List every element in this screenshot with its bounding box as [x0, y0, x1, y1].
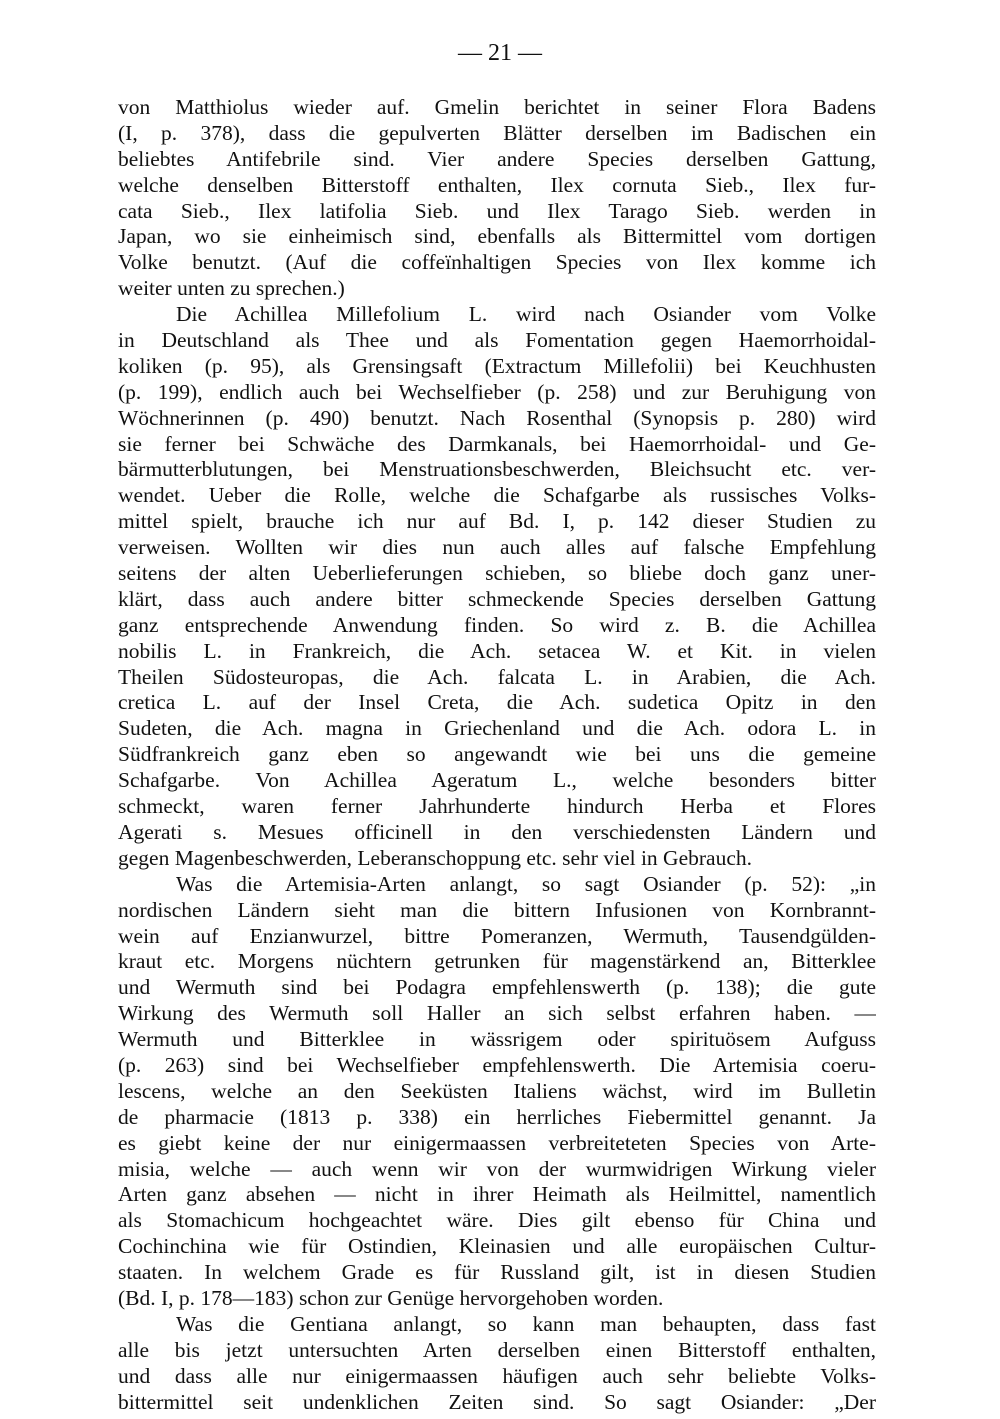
text-line: wein auf Enzianwurzel, bittre Pomeranzen, Wermuth, Tausendgülden-: [118, 923, 876, 948]
text-line: schmeckt, waren ferner Jahrhunderte hindurch Herba et Flores: [118, 794, 876, 819]
text-line: Volke benutzt. (Auf die coffeïnhaltigen Species von Ilex komme ich: [118, 250, 876, 275]
text-line: in Deutschland als Thee und als Fomentation gegen Haemorrhoidal-: [118, 328, 876, 353]
text-line: ganz entsprechende Anwendung finden. So wird z. B. die Achillea: [118, 612, 876, 637]
text-line: als Stomachicum hochgeachtet wäre. Dies gilt ebenso für China und: [118, 1208, 876, 1233]
text-line: (Bd. I, p. 178—183) schon zur Genüge hervorgehoben worden.: [118, 1285, 664, 1310]
text-line: Wöchnerinnen (p. 490) benutzt. Nach Rosenthal (Synopsis p. 280) wird: [118, 405, 876, 430]
text-line: beliebtes Antifebrile sind. Vier andere Species derselben Gattung,: [118, 146, 876, 171]
text-line: Südfrankreich ganz eben so angewandt wie bei uns die gemeine: [118, 742, 876, 767]
text-line: seitens der alten Ueberlieferungen schieben, so bliebe doch ganz uner-: [118, 561, 876, 586]
text-line: und Wermuth sind bei Podagra empfehlenswerth (p. 138); die gute: [118, 975, 876, 1000]
text-line: lescens, welche an den Seeküsten Italiens wächst, wird im Bulletin: [118, 1078, 876, 1103]
text-line: welche denselben Bitterstoff enthalten, Ilex cornuta Sieb., Ilex fur-: [118, 172, 876, 197]
text-line: Theilen Südosteuropas, die Ach. falcata L. in Arabien, die Ach.: [118, 664, 876, 689]
text-line: Japan, wo sie einheimisch sind, ebenfalls als Bittermittel vom dortigen: [118, 224, 876, 249]
text-line: misia, welche — auch wenn wir von der wurmwidrigen Wirkung vieler: [118, 1156, 876, 1181]
text-line: es giebt keine der nur einigermaassen verbreiteteten Species von Arte-: [118, 1130, 876, 1155]
text-line: staaten. In welchem Grade es für Russland gilt, ist in diesen Studien: [118, 1260, 876, 1285]
text-line: Cochinchina wie für Ostindien, Kleinasien und alle europäischen Cultur-: [118, 1234, 876, 1259]
text-line: koliken (p. 95), als Grensingsaft (Extractum Millefolii) bei Keuchhusten: [118, 353, 876, 378]
text-line: kraut etc. Morgens nüchtern getrunken für magenstärkend an, Bitterklee: [118, 949, 876, 974]
body-text: [118, 95, 876, 1415]
text-line: de pharmacie (1813 p. 338) ein herrliches Fiebermittel genannt. Ja: [118, 1104, 876, 1129]
text-line: Sudeten, die Ach. magna in Griechenland und die Ach. odora L. in: [118, 716, 876, 741]
text-line: und dass alle nur einigermaassen häufigen auch sehr beliebte Volks-: [118, 1363, 876, 1388]
text-line: weiter unten zu sprechen.): [118, 276, 345, 301]
text-line: mittel spielt, brauche ich nur auf Bd. I, p. 142 dieser Studien zu: [118, 509, 876, 534]
text-line: Schafgarbe. Von Achillea Ageratum L., welche besonders bitter: [118, 768, 876, 793]
text-line: (p. 263) sind bei Wechselfieber empfehlenswerth. Die Artemisia coeru-: [118, 1052, 876, 1077]
text-line: verweisen. Wollten wir dies nun auch alles auf falsche Empfehlung: [118, 535, 876, 560]
text-line: sie ferner bei Schwäche des Darmkanals, bei Haemorrhoidal- und Ge-: [118, 431, 876, 456]
text-line: klärt, dass auch andere bitter schmeckende Species derselben Gattung: [118, 586, 876, 611]
text-line: bittermittel seit undenklichen Zeiten sind. So sagt Osiander: „Der: [118, 1389, 876, 1414]
text-line: Die Achillea Millefolium L. wird nach Osiander vom Volke: [176, 302, 876, 327]
text-line: Wirkung des Wermuth soll Haller an sich selbst erfahren haben. —: [118, 1001, 876, 1026]
text-line: gegen Magenbeschwerden, Leberanschoppung etc. sehr viel in Gebrauch.: [118, 845, 752, 870]
text-line: alle bis jetzt untersuchten Arten derselben einen Bitterstoff enthalten,: [118, 1337, 876, 1362]
text-line: Agerati s. Mesues officinell in den verschiedensten Ländern und: [118, 819, 876, 844]
page-number: — 21 —: [458, 40, 542, 66]
text-line: (p. 199), endlich auch bei Wechselfieber (p. 258) und zur Beruhigung von: [118, 379, 876, 404]
text-line: cata Sieb., Ilex latifolia Sieb. und Ilex Tarago Sieb. werden in: [118, 198, 876, 223]
text-line: von Matthiolus wieder auf. Gmelin berichtet in seiner Flora Badens: [118, 95, 876, 119]
text-line: cretica L. auf der Insel Creta, die Ach. sudetica Opitz in den: [118, 690, 876, 715]
text-line: wendet. Ueber die Rolle, welche die Schafgarbe als russisches Volks-: [118, 483, 876, 508]
text-line: nordischen Ländern sieht man die bittern Infusionen von Kornbrannt-: [118, 897, 876, 922]
text-line: Was die Gentiana anlangt, so kann man behaupten, dass fast: [176, 1311, 876, 1336]
text-line: Was die Artemisia-Arten anlangt, so sagt Osiander (p. 52): „in: [176, 871, 876, 896]
text-line: (I, p. 378), dass die gepulverten Blätter derselben im Badischen ein: [118, 120, 876, 145]
text-line: Arten ganz absehen — nicht in ihrer Heimath als Heilmittel, namentlich: [118, 1182, 876, 1207]
text-line: Wermuth und Bitterklee in wässrigem oder spirituösem Aufguss: [118, 1027, 876, 1052]
text-line: bärmutterblutungen, bei Menstruationsbeschwerden, Bleichsucht etc. ver-: [118, 457, 876, 482]
text-line: nobilis L. in Frankreich, die Ach. setacea W. et Kit. in vielen: [118, 638, 876, 663]
